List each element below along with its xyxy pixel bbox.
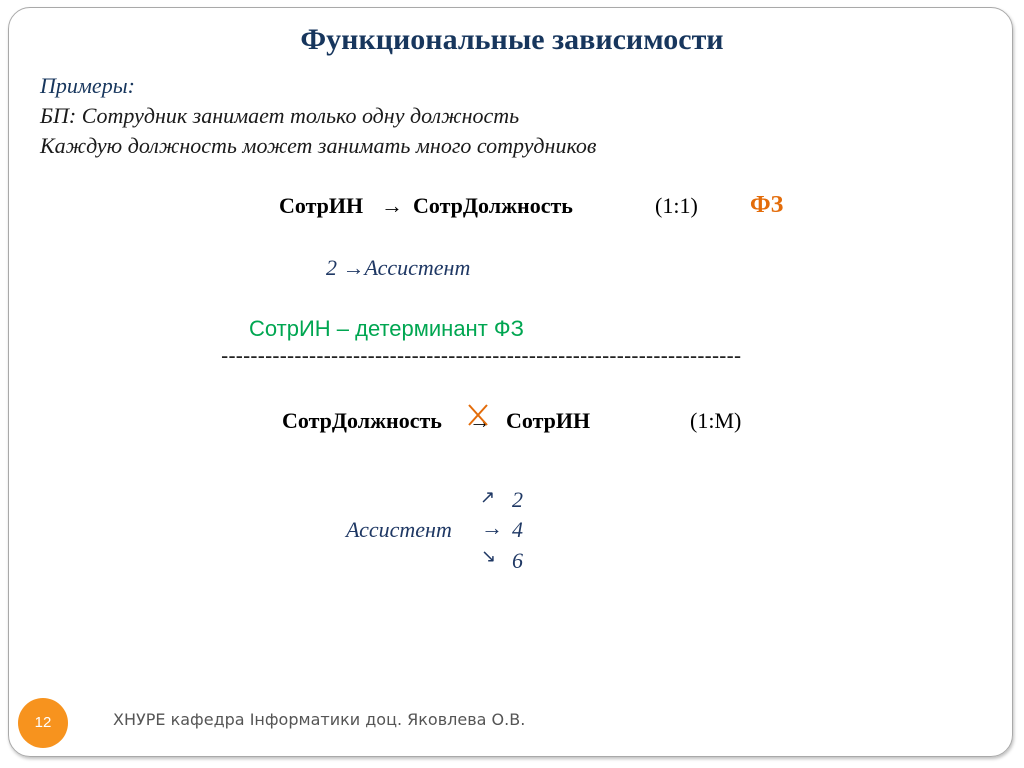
business-rule-1: БП: Сотрудник занимает только одну должность <box>40 103 520 128</box>
fd1-example-arrow: → <box>342 255 365 280</box>
fd1-example <box>326 255 470 281</box>
fd1-example-left: 2 <box>326 255 337 280</box>
fd2-right: СотрИН <box>506 408 591 433</box>
page-number: 12 <box>18 698 68 748</box>
fd1-right: СотрДолжность <box>413 193 573 218</box>
footer-text: ХНУРЕ кафедра Інформатики доц. Яковлева О.В. <box>113 710 526 729</box>
examples-block <box>40 71 596 161</box>
business-rule-2: Каждую должность может занимать много сотрудников <box>40 133 597 158</box>
fd2-example-value-1: 2 <box>512 487 523 512</box>
examples-heading: Примеры: <box>40 73 135 98</box>
fd2-cardinality: (1:М) <box>690 408 742 433</box>
cross-mark-icon <box>466 402 490 428</box>
separator-line: ----------------------------------------------------------------------- <box>221 343 742 368</box>
fd2-left: СотрДолжность <box>282 408 442 433</box>
fd1-left: СотрИН <box>279 193 364 218</box>
fd2-example-value-3: 6 <box>512 548 523 573</box>
determinant-note: СотрИН – детерминант ФЗ <box>249 316 524 341</box>
arrow-right-icon: → <box>481 515 503 540</box>
fd1-arrow: → <box>381 193 403 218</box>
fd2-example-left: Ассистент <box>346 517 452 542</box>
slide-title: Функциональные зависимости <box>300 23 724 56</box>
arrow-down-right-icon: ↘ <box>481 546 497 566</box>
fd1-example-right: Ассистент <box>364 255 471 280</box>
fd2-example-value-2: 4 <box>512 517 523 542</box>
fd-label: ФЗ <box>750 192 784 218</box>
fd1-cardinality: (1:1) <box>655 193 698 218</box>
arrow-up-right-icon: ↗ <box>480 487 496 507</box>
fd2-arrow: → <box>469 408 491 433</box>
